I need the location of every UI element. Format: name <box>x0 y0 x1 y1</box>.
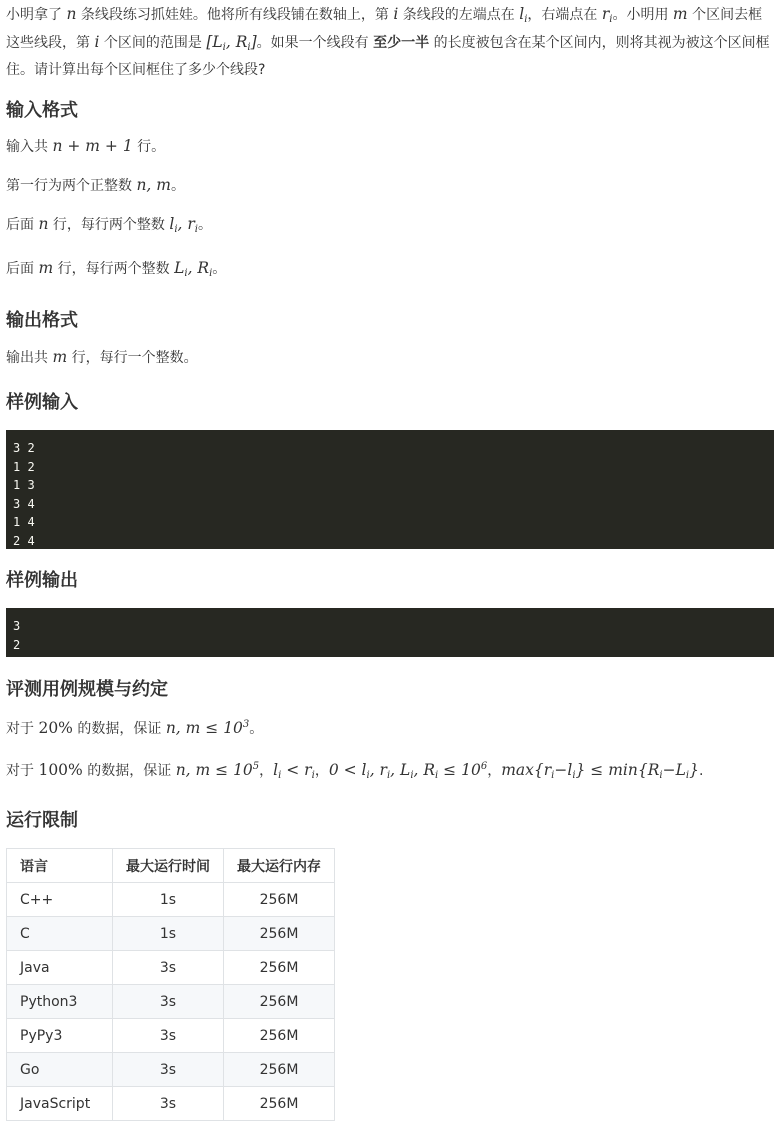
math-ri <box>602 5 613 23</box>
text: 对于 <box>6 721 39 737</box>
math-interval <box>206 33 256 51</box>
math-subscript: i <box>524 14 528 25</box>
math-symbol: , <box>177 215 188 233</box>
math-subscript: i <box>222 42 226 53</box>
math-percent: 20% <box>38 719 73 737</box>
code-line: 1 3 <box>13 478 35 493</box>
math-subscript: i <box>609 14 613 25</box>
constraint-line-full <box>6 755 774 788</box>
column-header-time: 最大运行时间 <box>113 849 224 883</box>
math-subscript: i <box>685 770 690 781</box>
time-cell: 3s <box>113 1019 224 1053</box>
code-line: 3 <box>13 619 21 633</box>
table-row <box>7 1019 335 1053</box>
table-row <box>7 1087 335 1121</box>
math-subscript: i <box>386 770 391 781</box>
text: 后面 <box>6 217 39 233</box>
math-symbol: ] <box>250 33 257 51</box>
language-cell: C++ <box>7 883 113 917</box>
intro-text: 。小明用 <box>612 7 673 23</box>
language-cell: Go <box>7 1053 113 1087</box>
text: 。 <box>198 217 212 233</box>
math-symbol: ≤ 10 <box>438 761 481 779</box>
language-cell: PyPy3 <box>7 1019 113 1053</box>
memory-cell: 256M <box>224 883 335 917</box>
input-intervals-line <box>6 256 774 286</box>
math-superscript: 6 <box>480 761 488 772</box>
memory-cell: 256M <box>224 985 335 1019</box>
math-expression <box>273 761 315 779</box>
language-cell: JavaScript <box>7 1087 113 1121</box>
text: 。 <box>249 721 264 737</box>
math-expression <box>169 215 198 233</box>
math-symbol: , <box>187 259 198 277</box>
sample-output-heading: 样例输出 <box>6 570 78 591</box>
math-symbol: r <box>187 215 195 233</box>
math-subscript: i <box>247 42 251 53</box>
code-line: 1 2 <box>13 459 35 474</box>
text: 后面 <box>6 261 39 277</box>
table-row <box>7 985 335 1019</box>
input-format-section <box>6 134 774 286</box>
sample-output-code[interactable] <box>6 608 774 657</box>
math-symbol: [L <box>206 33 223 51</box>
language-cell: Python3 <box>7 985 113 1019</box>
math-symbol: L <box>174 259 185 277</box>
time-cell: 3s <box>113 951 224 985</box>
time-cell: 3s <box>113 1053 224 1087</box>
code-line: 2 4 <box>13 533 35 548</box>
text: ， <box>259 763 274 779</box>
intro-text: 条线段练习抓娃娃。他将所有线段铺在数轴上，第 <box>76 7 394 23</box>
math-m: m <box>672 5 688 23</box>
text: 行，每行两个整数 <box>53 261 175 277</box>
text: 。 <box>171 178 185 194</box>
code-line: 2 <box>13 637 21 652</box>
math-symbol: } <box>689 761 699 779</box>
math-subscript: i <box>174 224 178 235</box>
math-symbol: l <box>273 761 279 779</box>
text: 行。 <box>132 139 166 155</box>
code-line: 3 2 <box>13 441 35 455</box>
intro-text: 。如果一个线段有 <box>256 35 374 51</box>
text: 。 <box>212 261 227 277</box>
table-row <box>7 951 335 985</box>
time-cell: 3s <box>113 1087 224 1121</box>
intro-text: 的长度被包含在某个区间内，则将其视为被这个区间框住。请计算出每个区间框住了多少个线段? <box>6 35 770 78</box>
text: 输出共 <box>6 350 53 366</box>
limits-table <box>6 848 335 1121</box>
text: 对于 <box>6 763 39 779</box>
text: 行，每行一个整数。 <box>67 350 198 366</box>
math-symbol: max{r <box>501 761 552 779</box>
text: 的数据，保证 <box>72 721 166 737</box>
table-row <box>7 1053 335 1087</box>
math-subscript: i <box>435 770 439 781</box>
time-cell: 3s <box>113 985 224 1019</box>
math-subscript: i <box>572 770 576 781</box>
math-symbol: n, m ≤ 10 <box>175 761 253 779</box>
input-first-line <box>6 173 774 198</box>
math-expression <box>501 761 699 779</box>
math-n: n <box>66 5 77 23</box>
intro-text: 个区间的范围是 <box>99 35 207 51</box>
math-subscript: i <box>184 268 188 279</box>
math-i: i <box>393 5 399 23</box>
language-cell: C <box>7 917 113 951</box>
text: 行，每行两个整数 <box>48 217 170 233</box>
output-format-line <box>6 345 774 370</box>
math-symbol: l <box>519 5 525 23</box>
math-symbol: −l <box>554 761 573 779</box>
math-symbol: , R <box>413 761 436 779</box>
math-percent: 100% <box>38 761 83 779</box>
time-cell: 1s <box>113 883 224 917</box>
limits-heading: 运行限制 <box>6 810 78 831</box>
table-row <box>7 917 335 951</box>
math-symbol: n, m ≤ 10 <box>165 719 243 737</box>
math-symbol: , R <box>225 33 248 51</box>
math-symbol: −L <box>662 761 686 779</box>
text: 输入共 <box>6 139 53 155</box>
math-superscript: 3 <box>242 719 250 730</box>
constraint-line-small <box>6 713 774 741</box>
sample-input-code[interactable] <box>6 430 774 549</box>
memory-cell: 256M <box>224 1019 335 1053</box>
table-row <box>7 883 335 917</box>
output-format-heading: 输出格式 <box>6 310 78 331</box>
math-subscript: i <box>278 770 282 781</box>
memory-cell: 256M <box>224 1087 335 1121</box>
math-symbol: l <box>169 215 175 233</box>
intro-text: 小明拿了 <box>6 7 67 23</box>
column-header-language: 语言 <box>7 849 113 883</box>
math-expression <box>166 719 249 737</box>
input-segments-line <box>6 212 774 242</box>
math-symbol: , r <box>369 761 387 779</box>
problem-description <box>6 0 774 81</box>
math-expression: n + m + 1 <box>52 137 133 155</box>
time-cell: 1s <box>113 917 224 951</box>
math-subscript: i <box>410 770 414 781</box>
text: ， <box>314 763 329 779</box>
text: . <box>698 763 704 779</box>
table-header-row <box>7 849 335 883</box>
math-symbol: } ≤ min{R <box>575 761 660 779</box>
constraints-heading: 评测用例规模与约定 <box>6 679 168 700</box>
text: 第一行为两个正整数 <box>6 178 137 194</box>
text: 的数据，保证 <box>82 763 176 779</box>
memory-cell: 256M <box>224 951 335 985</box>
math-i: i <box>94 33 100 51</box>
math-subscript: i <box>551 770 555 781</box>
math-symbol: 0 < l <box>328 761 367 779</box>
text: ， <box>487 763 502 779</box>
math-expression <box>329 761 487 779</box>
math-expression: n <box>38 215 49 233</box>
math-symbol: R <box>197 259 210 277</box>
math-subscript: i <box>659 770 663 781</box>
sample-input-heading: 样例输入 <box>6 392 78 413</box>
math-symbol: , L <box>390 761 411 779</box>
math-expression: m <box>38 259 54 277</box>
math-subscript: i <box>209 268 213 279</box>
intro-text: 个区间去框这些线段，第 <box>6 7 763 51</box>
code-line: 1 4 <box>13 515 35 530</box>
math-symbol: < r <box>281 761 312 779</box>
intro-text: ，右端点在 <box>527 7 602 23</box>
math-expression: n, m <box>136 176 171 194</box>
emphasis-text: 至少一半 <box>373 35 430 51</box>
code-line: 3 4 <box>13 496 35 511</box>
input-line-count <box>6 134 774 159</box>
memory-cell: 256M <box>224 917 335 951</box>
intro-text: 条线段的左端点在 <box>398 7 520 23</box>
math-expression <box>176 761 259 779</box>
math-symbol: r <box>601 5 610 23</box>
column-header-memory: 最大运行内存 <box>224 849 335 883</box>
math-subscript: i <box>194 224 198 235</box>
input-format-heading: 输入格式 <box>6 100 78 121</box>
math-superscript: 5 <box>252 761 260 772</box>
math-expression <box>174 259 212 277</box>
math-subscript: i <box>311 770 315 781</box>
memory-cell: 256M <box>224 1053 335 1087</box>
language-cell: Java <box>7 951 113 985</box>
math-m: m <box>52 348 68 366</box>
math-subscript: i <box>366 770 370 781</box>
